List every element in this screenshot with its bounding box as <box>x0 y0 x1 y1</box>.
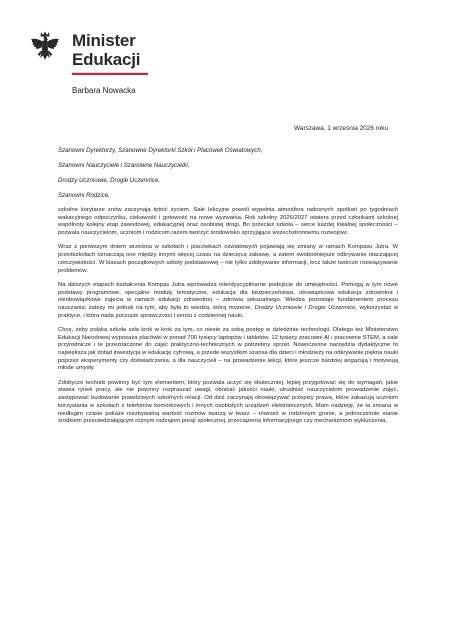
salutation-teachers: Szanowni Nauczyciele i Szanowne Nauczycielki, <box>58 162 190 169</box>
ministry-name-line2: Edukacji <box>72 50 141 69</box>
salutation-students: Drodzy Uczniowie, Drogie Uczennice, <box>58 177 160 184</box>
letter-body <box>58 207 398 433</box>
signer-name: Barbara Nowacka <box>72 86 136 95</box>
salutation-parents: Szanowni Rodzice, <box>58 192 110 199</box>
salutation-list <box>58 147 398 207</box>
students-address-italic: Drodzy Uczniowie i Drogie Uczennice <box>254 304 356 311</box>
paragraph-interdisciplinary-text: Na dalszych etapach kształcenia Kompas Jutra wprowadza interdyscyplinarne podejście do umiejętności. Pomogą w tym nowe podstawy programowe, specjalne moduły tematyczne, edukacja dla bezpieczeństwa, obowiązkowa edukacja zdrowotna i nieobowiązkowe zajęcia w ramach edukacji zdrowotnej – zdrowia seksualnego. Wiedza pozostaje fundamentem procesu nauczania; zależy mi jednak na tym, aby była to wiedza, którą możecie, <box>58 281 398 311</box>
paragraph-phone-ban: Zdobycze techniki powinny być tym elementem, który pozwala uczyć się skuteczniej, lepiej przygotować się do wymagań, jakie stawia rynek pracy, ale nie powinny rozpraszać uwagi, obniżać jakości nauki, utrudniać nauczycielom prowadzenie zajęć, zastępować budowanie prawdziwych szkolnych relacji. Od dziś zaczynają obowiązywać przepisy prawa, które zakazują uczniom korzystania w szkołach z telefonów komórkowych i innych osobistych urządzeń elektronicznych. Mam nadzieję, że ta zmiana w niedługim czasie pokaże niezbywalną wartość rozmów twarzą w twarz – również w rodzinnym gronie, a jednocześnie stanie środkiem przeciwdziałającym różnym rodzajom presji społecznej, przeciążenia informacyjnego czy mechanizmom wykluczenia. <box>58 379 398 425</box>
paragraph-interdisciplinary-tail: , wykorzystać w praktyce, i która nada poczucie sprawczości i sensu z codziennej nauki. <box>58 304 398 319</box>
paragraph-interdisciplinary <box>58 282 398 321</box>
letter-date: Warszawa, 1 września 2026 roku <box>294 125 388 132</box>
salutation-principals: Szanowni Dyrektorzy, Szanowne Dyrektorki Szkół i Placówek Oświatowych, <box>58 147 263 154</box>
flag-bar <box>72 72 148 75</box>
polish-eagle-emblem-icon <box>28 29 62 69</box>
flag-bar-red <box>72 73 148 75</box>
paragraph-school-year: szkolne korytarze znów zaczynają tętnić życiem. Sale lekcyjne powoli wypełnia atmosfera radosnych spotkań po tygodniach wakacyjnego odpoczynku, ciekawość i gotowość na nowe wyzwania. Rok szkolny 2026/2027 otwiera przed członkami szkolnej wspólnoty kolejny etap zawodowej, edukacyjnej oraz osobistej drogi. Bo przecież szkoła – serce każdej lokalnej społeczności – pozwala nauczycielom, uczniom i rodzicom razem tworzyć środowisko sprzyjające wszechstronnemu rozwojowi. <box>58 207 398 237</box>
ministry-name-line1: Minister <box>72 31 136 50</box>
ministry-name <box>72 31 140 69</box>
paragraph-technology: Chcę, żeby polska szkoła szła krok w krok za tym, co niesie za sobą postęp w dziedzinie technologii. Dlatego też Ministerstwo Edukacji Narodowej wyposaża placówki w ponad 700 tysięcy laptopów i tabletów, 12 tysięcy pracowni AI i pracownie STEM, a sale przyrodnicze i te przeznaczone do zajęć praktyczno-technicznych w potrzebny sprzęt. Nowoczesne narzędzia dydaktyczne to największa jak dotąd inwestycja w edukację cyfrową, a przede wszystkim szansa dla dzieci i młodzieży na odkrywanie piękna nauki poprzez eksperymenty czy doświadczenia, a dla nauczycieli – na prowadzenie lekcji, które jeszcze bardziej angażują i motywują młode umysły. <box>58 326 398 372</box>
paragraph-compass-changes: Wraz z pierwszym dniem września w szkołach i placówkach oświatowych pojawiają się zmiany w ramach Kompasu Jutra. W przedszkolach oznaczają one między innymi więcej czasu na dziecięcą zabawę, a zatem swobodniejsze odkrywanie otaczającej rzeczywistości. W klasach początkowych szkoły podstawowej – nie tylko zdobywanie informacji, lecz także twórcze rozwiązywanie problemów. <box>58 244 398 274</box>
letterhead <box>28 29 228 109</box>
